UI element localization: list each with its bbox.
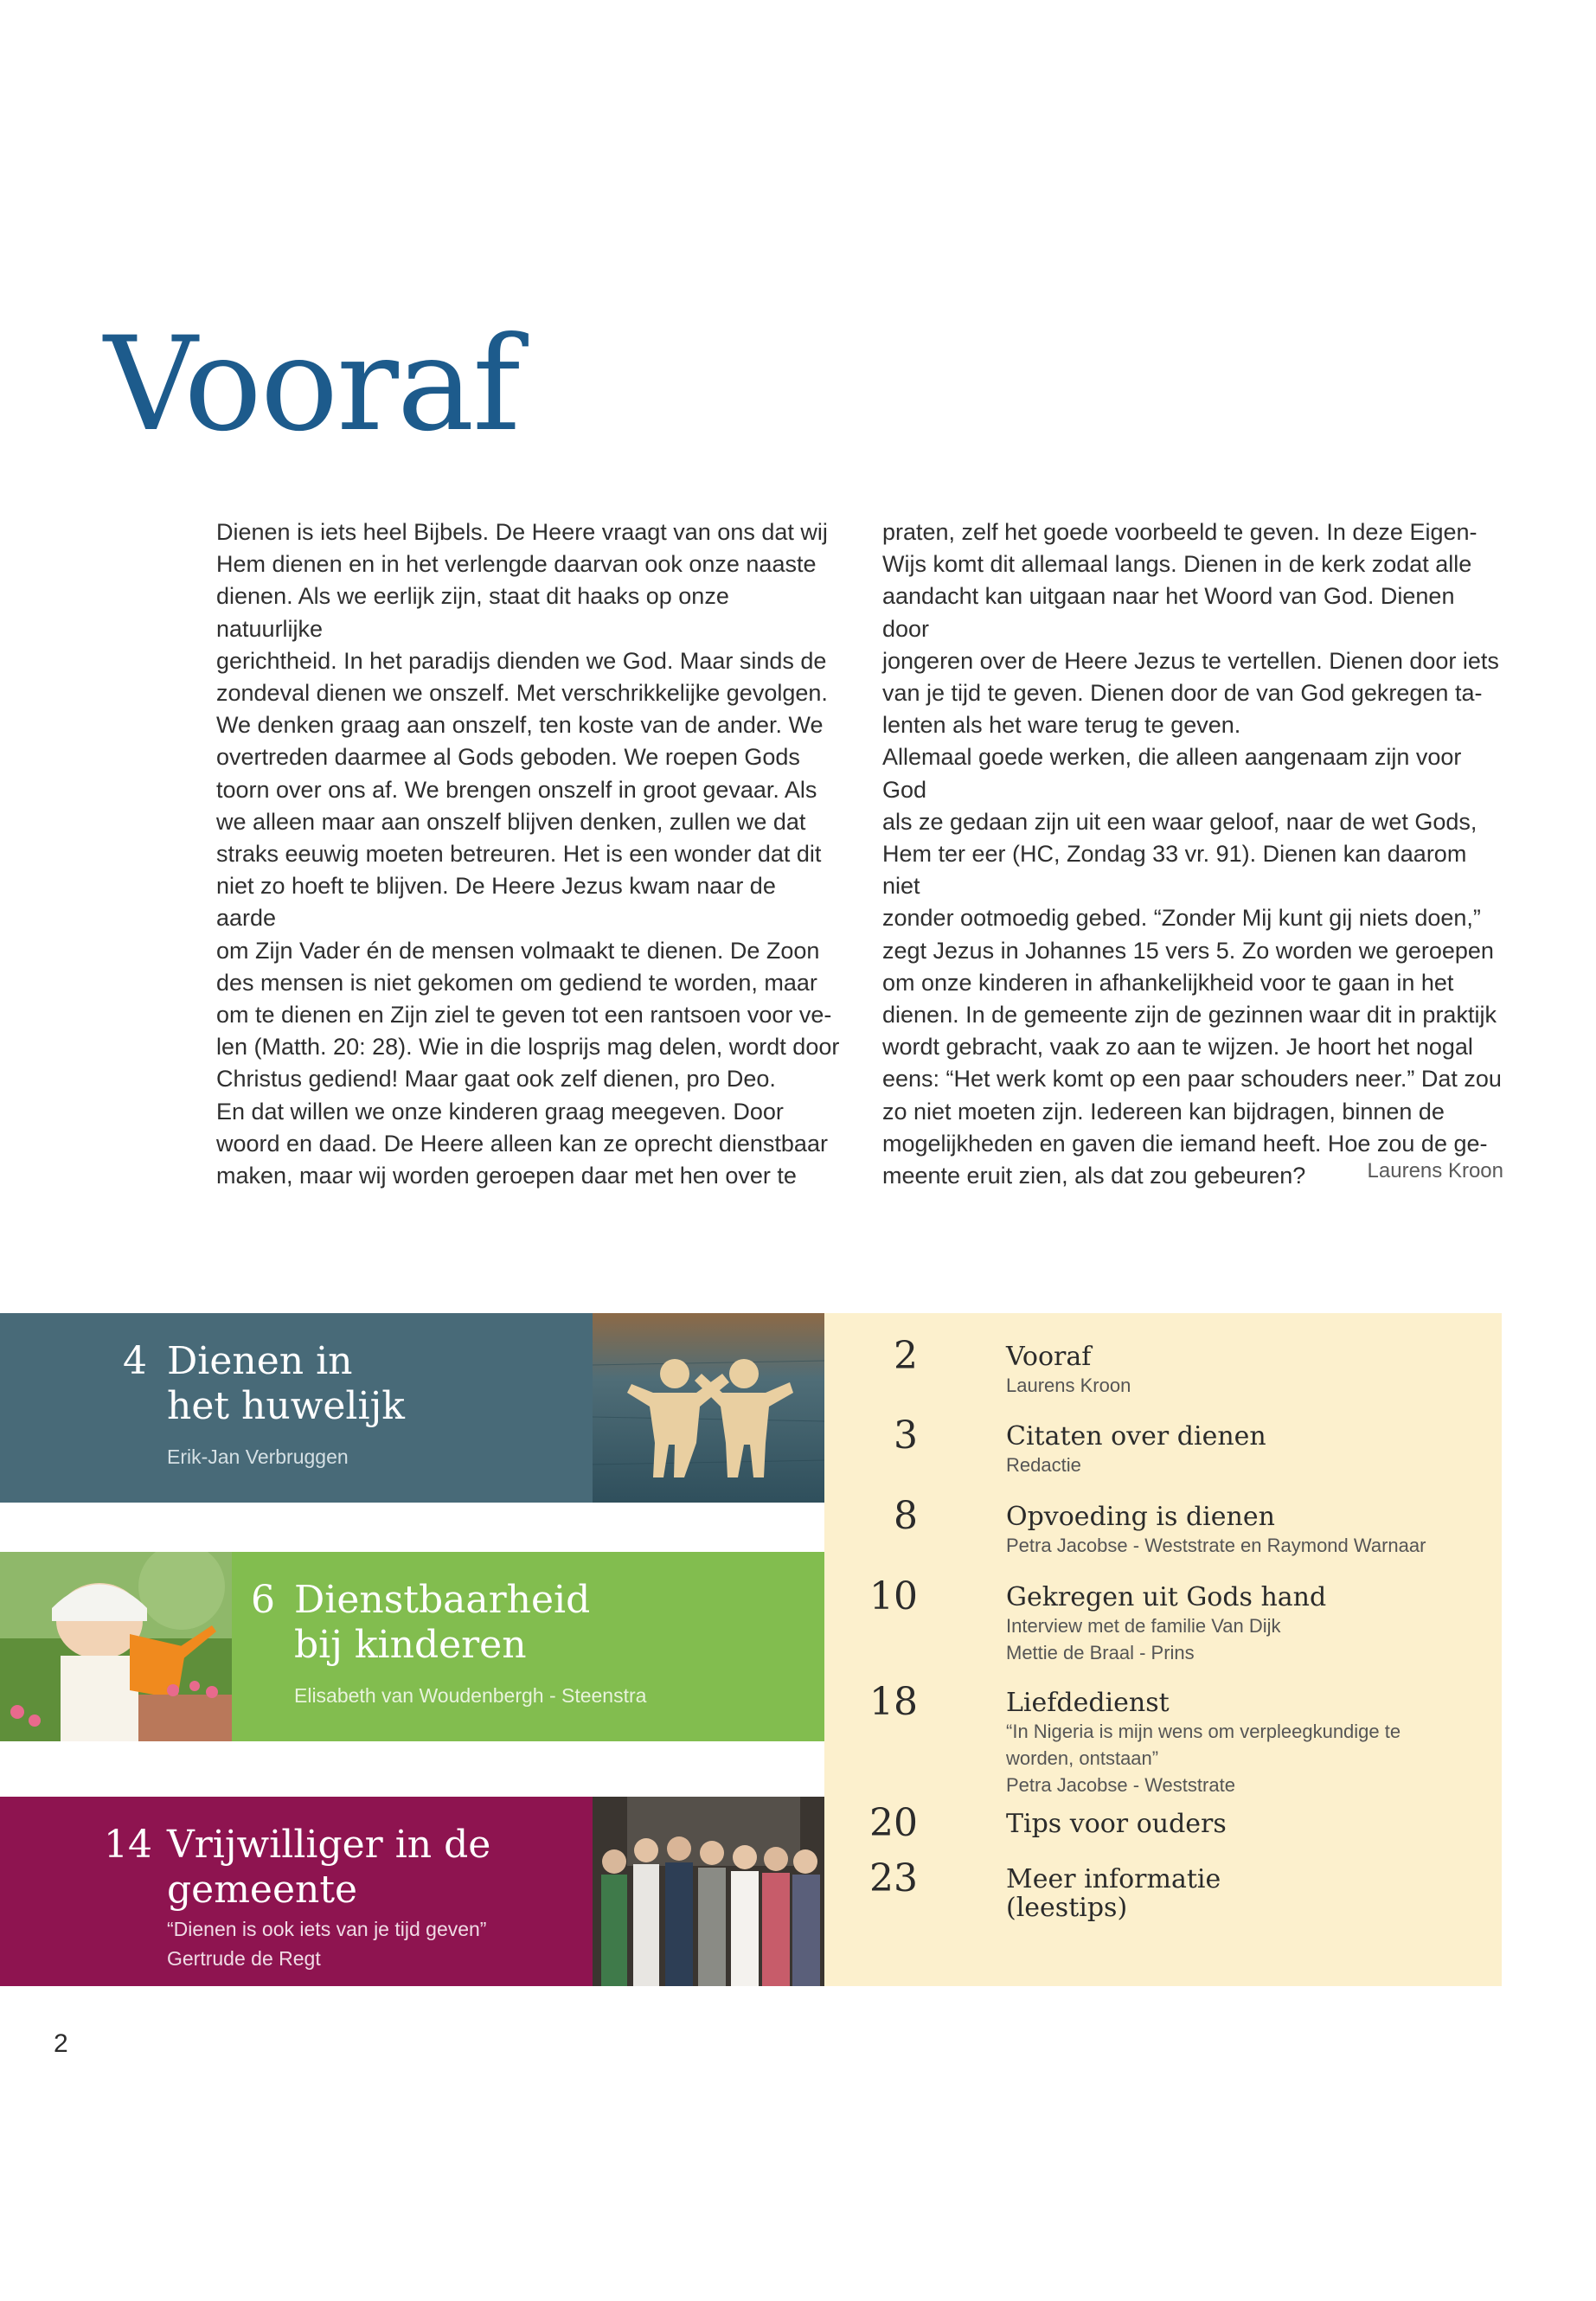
intro-text-line: eens: “Het werk komt op een paar schouders neer.” Dat zou [882, 1066, 1502, 1093]
intro-text-line: overtreden daarmee al Gods geboden. We roepen Gods [216, 744, 800, 771]
toc-title: Liefdedienst [1006, 1688, 1170, 1718]
toc-title: Tips voor ouders [1006, 1809, 1227, 1839]
intro-text-line: toorn over ons af. We brengen onszelf in groot gevaar. Als [216, 776, 817, 803]
intro-text-line: woord en daad. De Heere alleen kan ze oprecht dienstbaar [216, 1130, 828, 1157]
intro-author: Laurens Kroon [1367, 1159, 1503, 1183]
intro-text-line: aandacht kan uitgaan naar het Woord van God. Dienen door [882, 583, 1455, 642]
feature-author: Erik-Jan Verbruggen [167, 1445, 349, 1468]
toc-subtitle [1006, 1532, 1490, 1559]
toc-title: Citaten over dienen [1006, 1421, 1266, 1452]
toc-subtitle-line: worden, ontstaan” [1006, 1747, 1159, 1769]
toc-page-number: 10 [869, 1574, 918, 1618]
intro-text-line: mogelijkheden en gaven die iemand heeft. Hoe zou de ge- [882, 1130, 1488, 1157]
intro-text-line: om onze kinderen in afhankelijkheid voor te gaan in het [882, 969, 1454, 996]
intro-column-right [882, 516, 1507, 1192]
intro-text-line: des mensen is niet gekomen om gediend te worden, maar [216, 969, 817, 996]
feature-block-marriage[interactable] [0, 1313, 824, 1503]
table-of-contents [824, 1313, 1502, 1986]
wooden-figures-photo [593, 1313, 824, 1503]
intro-column-left [216, 516, 841, 1192]
intro-text-line: dienen. In de gemeente zijn de gezinnen waar dit in praktijk [882, 1002, 1497, 1029]
toc-page-number: 23 [869, 1856, 918, 1900]
intro-text-line: Dienen is iets heel Bijbels. De Heere vraagt van ons dat wij [216, 519, 828, 545]
intro-text-line: jongeren over de Heere Jezus te vertellen. Dienen door iets [882, 647, 1499, 674]
toc-subtitle-line: Interview met de familie Van Dijk [1006, 1615, 1281, 1637]
toc-page-number: 2 [894, 1334, 918, 1378]
intro-text-line: len (Matth. 20: 28). Wie in die losprijs mag delen, wordt door [216, 1034, 840, 1061]
intro-text-line: Hem ter eer (HC, Zondag 33 vr. 91). Dienen kan daarom niet [882, 841, 1467, 900]
feature-author: Gertrude de Regt [167, 1947, 321, 1970]
intro-text-line: om Zijn Vader én de mensen volmaakt te dienen. De Zoon [216, 937, 820, 964]
toc-title: Gekregen uit Gods hand [1006, 1582, 1327, 1612]
feature-block-volunteer[interactable] [0, 1797, 824, 1986]
feature-page-number: 6 [251, 1578, 275, 1622]
feature-block-children[interactable] [0, 1552, 824, 1741]
feature-title: Vrijwilliger in de gemeente [167, 1823, 491, 1912]
intro-text-line: wordt gebracht, vaak zo aan te wijzen. Je hoort het nogal [882, 1034, 1473, 1061]
group-of-volunteers-photo [593, 1797, 824, 1986]
intro-text-line: van je tijd te geven. Dienen door de van God gekregen ta- [882, 680, 1483, 707]
intro-text-line: Wijs komt dit allemaal langs. Dienen in de kerk zodat alle [882, 551, 1472, 578]
page-number: 2 [54, 2029, 68, 2058]
intro-text-line: gerichtheid. In het paradijs dienden we God. Maar sinds de [216, 647, 827, 674]
intro-text-line: lenten als het ware terug te geven. [882, 712, 1241, 739]
feature-quote: “Dienen is ook iets van je tijd geven” [167, 1918, 487, 1940]
intro-text-line: straks eeuwig moeten betreuren. Het is een wonder dat dit [216, 841, 822, 868]
toc-subtitle [1006, 1718, 1490, 1798]
toc-subtitle [1006, 1372, 1490, 1399]
intro-text-line: En dat willen we onze kinderen graag meegeven. Door [216, 1098, 784, 1125]
intro-text-line: we alleen maar aan onszelf blijven denken, zullen we dat [216, 808, 806, 835]
intro-text-line: als ze gedaan zijn uit een waar geloof, naar de wet Gods, [882, 808, 1477, 835]
intro-text-line: meente eruit zien, als dat zou gebeuren? [882, 1163, 1306, 1189]
toc-title: Vooraf [1006, 1342, 1092, 1372]
feature-author: Elisabeth van Woudenbergh - Steenstra [294, 1684, 647, 1707]
intro-text-line: zegt Jezus in Johannes 15 vers 5. Zo worden we geroepen [882, 937, 1494, 964]
child-watering-flowers-photo [0, 1552, 232, 1741]
intro-text-line: Hem dienen en in het verlengde daarvan ook onze naaste [216, 551, 817, 578]
intro-text-line: zondeval dienen we onszelf. Met verschrikkelijke gevolgen. [216, 680, 828, 707]
page-title: Vooraf [104, 310, 519, 460]
feature-title: Dienstbaarheid bij kinderen [294, 1578, 591, 1667]
intro-text-line: om te dienen en Zijn ziel te geven tot een rantsoen voor ve- [216, 1002, 832, 1029]
intro-text-line: We denken graag aan onszelf, ten koste van de ander. We [216, 712, 824, 739]
toc-subtitle-line: Petra Jacobse - Weststrate en Raymond Warnaar [1006, 1535, 1426, 1556]
toc-page-number: 3 [894, 1413, 918, 1458]
toc-page-number: 20 [869, 1801, 918, 1845]
toc-page-number: 18 [869, 1680, 918, 1724]
intro-text-line: zo niet moeten zijn. Iedereen kan bijdragen, binnen de [882, 1098, 1445, 1125]
intro-text-line: niet zo hoeft te blijven. De Heere Jezus kwam naar de aarde [216, 873, 776, 932]
intro-text-line: dienen. Als we eerlijk zijn, staat dit haaks op onze natuurlijke [216, 583, 729, 642]
intro-text-line: maken, maar wij worden geroepen daar met hen over te [216, 1163, 797, 1189]
toc-subtitle [1006, 1612, 1490, 1666]
intro-text-line: zonder ootmoedig gebed. “Zonder Mij kunt gij niets doen,” [882, 905, 1481, 932]
intro-text-line: Allemaal goede werken, die alleen aangenaam zijn voor God [882, 744, 1462, 803]
toc-subtitle-line: Redactie [1006, 1454, 1081, 1476]
intro-text-line: Christus gediend! Maar gaat ook zelf dienen, pro Deo. [216, 1066, 776, 1093]
feature-page-number: 14 [104, 1823, 152, 1867]
toc-title: Meer informatie (leestips) [1006, 1864, 1221, 1923]
toc-subtitle-line: Laurens Kroon [1006, 1375, 1131, 1396]
toc-subtitle [1006, 1452, 1490, 1478]
toc-subtitle-line: Mettie de Braal - Prins [1006, 1642, 1195, 1663]
intro-text-line: praten, zelf het goede voorbeeld te geven. In deze Eigen- [882, 519, 1477, 545]
toc-page-number: 8 [894, 1494, 918, 1538]
toc-title: Opvoeding is dienen [1006, 1502, 1275, 1532]
toc-subtitle-line: Petra Jacobse - Weststrate [1006, 1774, 1235, 1796]
feature-page-number: 4 [123, 1339, 147, 1383]
feature-title: Dienen in het huwelijk [167, 1339, 405, 1428]
toc-subtitle-line: “In Nigeria is mijn wens om verpleegkundige te [1006, 1721, 1401, 1742]
